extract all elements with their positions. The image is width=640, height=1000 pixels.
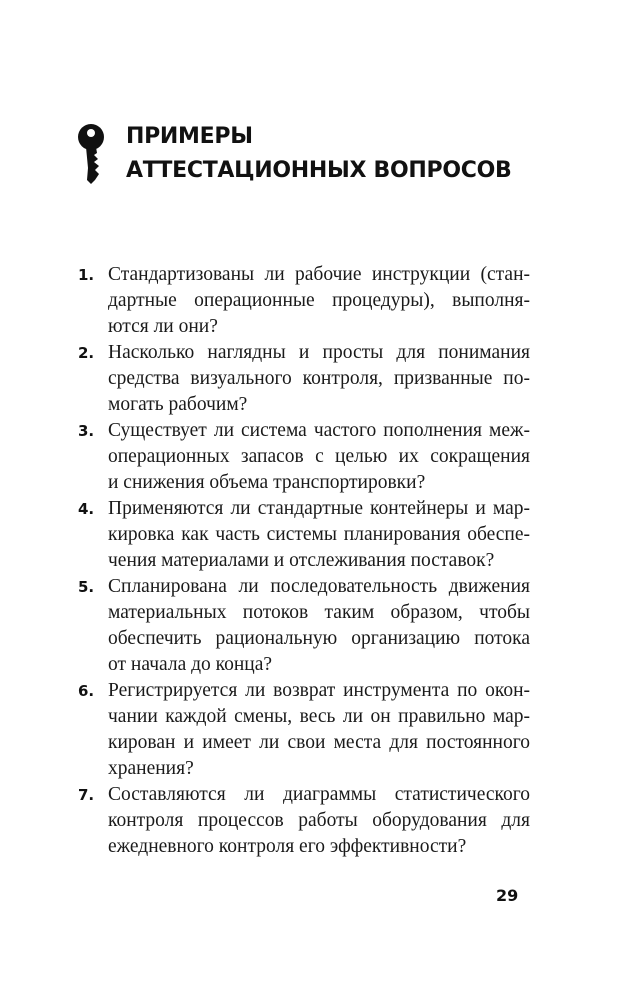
- list-item: [78, 678, 530, 782]
- item-number: 5.: [78, 578, 95, 596]
- list-item: [78, 418, 530, 496]
- text-line: Спланирована ли последовательность движения: [108, 576, 530, 597]
- text-line: ются ли они?: [108, 316, 218, 337]
- text-line: хранения?: [108, 758, 194, 779]
- text-line: операционных запасов с целью их сокращения: [108, 446, 530, 467]
- text-line: чения материалами и отслеживания поставок?: [108, 550, 495, 571]
- section-heading: [74, 120, 511, 188]
- page-title: [126, 120, 511, 188]
- text-line: Составляются ли диаграммы статистического: [108, 784, 530, 805]
- page-number: 29: [496, 886, 519, 905]
- item-number: 7.: [78, 786, 95, 804]
- text-line: чании каждой смены, весь ли он правильно мар-: [108, 706, 530, 727]
- text-line: Существует ли система частого пополнения меж-: [108, 420, 530, 441]
- item-text: [108, 340, 530, 418]
- page-title-line-2: АТТЕСТАЦИОННЫХ ВОПРОСОВ: [126, 158, 512, 183]
- text-line: Стандартизованы ли рабочие инструкции (стан-: [108, 264, 530, 285]
- list-item: [78, 782, 530, 860]
- text-line: кировка как часть системы планирования обеспе-: [108, 524, 530, 545]
- text-line: материальных потоков таким образом, чтобы: [108, 602, 530, 623]
- key-icon: [74, 122, 110, 186]
- text-line: и снижения объема транспортировки?: [108, 472, 426, 493]
- text-line: контроля процессов работы оборудования для: [108, 810, 530, 831]
- text-line: кирован и имеет ли свои места для постоянного: [108, 732, 530, 753]
- item-number: 3.: [78, 422, 95, 440]
- text-line: ежедневного контроля его эффективности?: [108, 836, 467, 857]
- text-line: могать рабочим?: [108, 394, 248, 415]
- item-text: [108, 678, 530, 782]
- question-list: [78, 262, 530, 860]
- text-line: дартные операционные процедуры), выполня-: [108, 290, 530, 311]
- item-text: [108, 574, 530, 678]
- item-number: 4.: [78, 500, 95, 518]
- list-item: [78, 340, 530, 418]
- page-title-line-1: ПРИМЕРЫ: [126, 124, 253, 149]
- text-line: Применяются ли стандартные контейнеры и мар-: [108, 498, 530, 519]
- text-line: Насколько наглядны и просты для понимания: [108, 342, 530, 363]
- item-text: [108, 782, 530, 860]
- text-line: Регистрируется ли возврат инструмента по окон-: [108, 680, 530, 701]
- item-text: [108, 496, 530, 574]
- list-item: [78, 262, 530, 340]
- item-number: 2.: [78, 344, 95, 362]
- item-number: 6.: [78, 682, 95, 700]
- list-item: [78, 574, 530, 678]
- item-text: [108, 262, 530, 340]
- text-line: средства визуального контроля, призванные по-: [108, 368, 530, 389]
- text-line: обеспечить рациональную организацию потока: [108, 628, 530, 649]
- item-number: 1.: [78, 266, 95, 284]
- text-line: от начала до конца?: [108, 654, 273, 675]
- item-text: [108, 418, 530, 496]
- list-item: [78, 496, 530, 574]
